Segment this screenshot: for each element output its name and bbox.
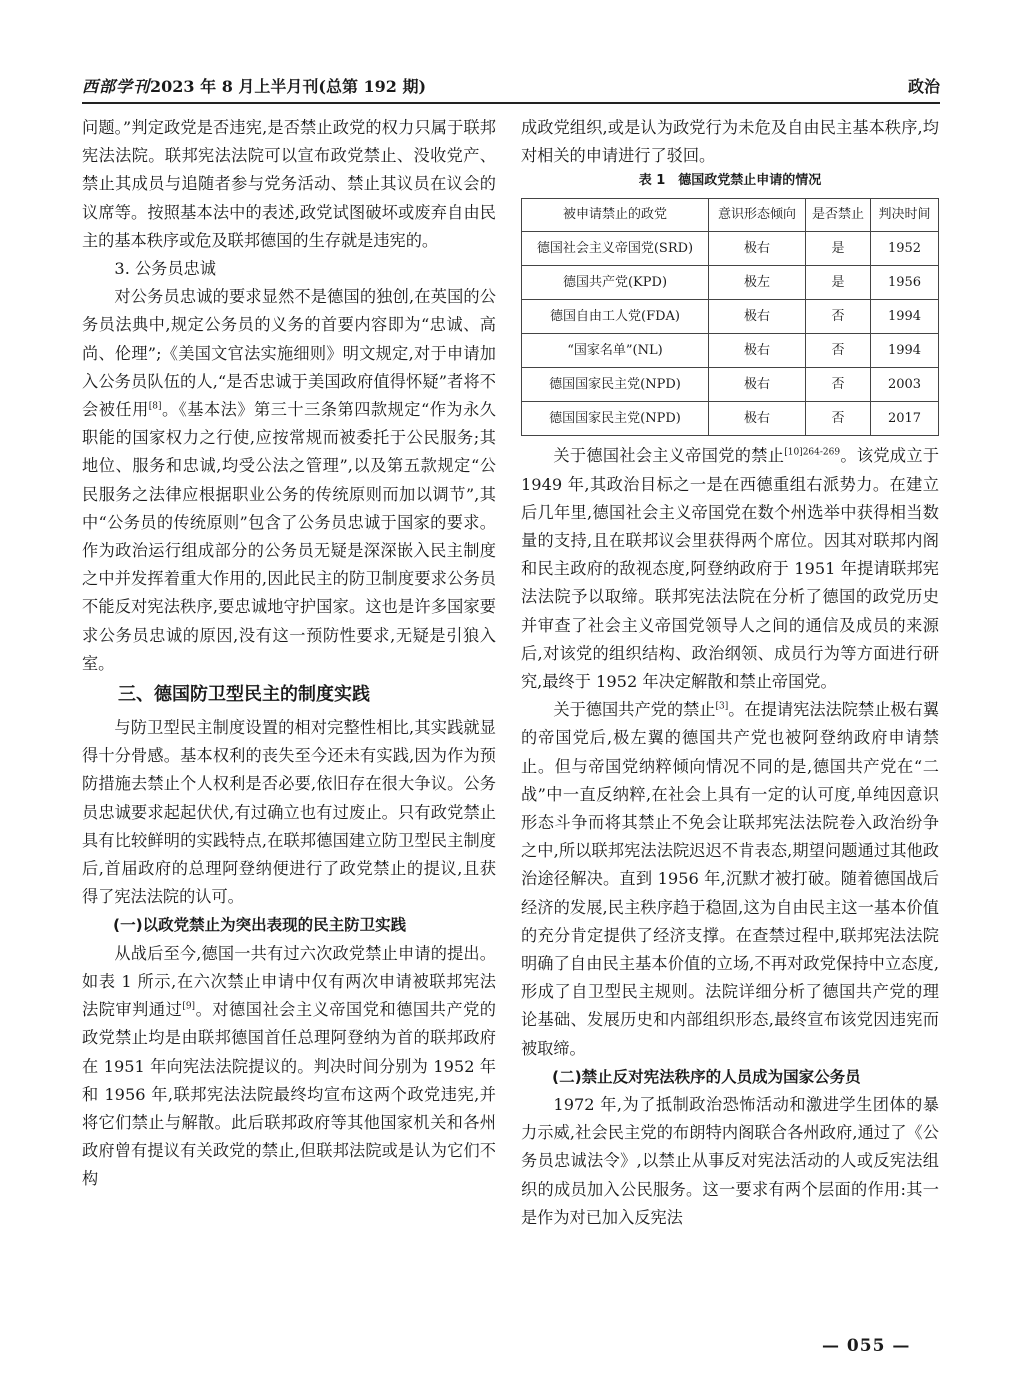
table-cell: 极右 (709, 402, 806, 436)
table-cell: 否 (806, 402, 871, 436)
citation: [10]264-269 (784, 448, 841, 459)
table-cell: 2003 (871, 368, 939, 402)
subsection-heading: (二)禁止反对宪法秩序的人员成为国家公务员 (552, 1067, 861, 1086)
paragraph (521, 442, 939, 696)
table-cell: 德国共产党(KPD) (522, 266, 709, 300)
table-caption: 表 1 德国政党禁止申请的情况 (638, 173, 822, 189)
table-cell: 2017 (871, 402, 939, 436)
paragraph: 1972 年,为了抵制政治恐怖活动和激进学生团体的暴力示威,社会民主党的布朗特内阁联合各州政府,通过了《公务员忠诚法令》,以禁止从事反对宪法活动的人或反宪法组织的成员加入公民服务。这一要求有两个层面的作用:其一是作为对已加入反宪法 (521, 1095, 939, 1227)
paragraph-text: 关于德国共产党的禁止 (553, 700, 716, 720)
citation: [3] (715, 701, 729, 712)
table-cell: 极左 (709, 266, 806, 300)
table-row (522, 368, 939, 402)
table-cell: 1994 (871, 300, 939, 334)
left-column (82, 114, 496, 1194)
table-row (522, 334, 939, 368)
paragraph: 成政党组织,或是认为政党行为未危及自由民主基本秩序,均对相关的申请进行了驳回。 (521, 118, 939, 166)
journal-issue (82, 74, 426, 97)
paragraph: 问题。”判定政党是否违宪,是否禁止政党的权力只属于联邦宪法法院。联邦宪法法院可以宣布政党禁止、没收党产、禁止其成员与追随者参与党务活动、禁止其议员在议会的议席等。按照基本法中的表述,政党试图破坏或废弃自由民主的基本秩序或危及联邦德国的生存就是违宪的。 (82, 118, 496, 250)
table-row (522, 266, 939, 300)
table-row (522, 300, 939, 334)
issue-info: 2023 年 8 月上半月刊(总第 192 期) (150, 77, 427, 96)
paragraph: 与防卫型民主制度设置的相对完整性相比,其实践就显得十分骨感。基本权利的丧失至今还未有实践,因为作为预防措施去禁止个人权利是否必要,依旧存在很大争议。公务员忠诚要求起起伏伏,有过确立也有过废止。只有政党禁止具有比较鲜明的实践特点,在联邦德国建立防卫型民主制度后,首届政府的总理阿登纳便进行了政党禁止的提议,且获得了宪法法院的认可。 (82, 718, 496, 907)
paragraph-text: 。该党成立于 1949 年,其政治目标之一是在西德重组右派势力。在建立后几年里,德国社会主义帝国党在数个州选举中获得相当数量的支持,且在联邦议会里获得两个席位。因其对联邦内阁和民主政府的敌视态度,阿登纳政府于 1951 年提请联邦宪法法院予以取缔。联邦宪法法院在分析了德国的政党历史并审查了社会主义帝国党领导人之间的通信及成员的来源后,对该党的组织结构、政治纲领、成员行为等方面进行研究,最终于 1952 年决定解散和禁止帝国党。 (521, 446, 940, 692)
paragraph (521, 696, 939, 1063)
table-cell: 极右 (709, 368, 806, 402)
table-header-cell: 是否禁止 (806, 199, 871, 232)
paragraph-text: 对公务员忠诚的要求显然不是德国的独创,在英国的公务员法典中,规定公务员的义务的首要内容即为“忠诚、高尚、伦理”;《美国文官法实施细则》明文规定,对于申请加入公务员队伍的人,“是否忠诚于美国政府值得怀疑”者将不会被任用 (82, 287, 496, 420)
table-row (522, 232, 939, 266)
citation: [9] (182, 1001, 196, 1012)
table-cell: 1952 (871, 232, 939, 266)
paragraph-text: 。在提请宪法法院禁止极右翼的帝国党后,极左翼的德国共产党也被阿登纳政府申请禁止。但与帝国党纳粹倾向情况不同的是,德国共产党在“二战”中一直反纳粹,在社会上具有一定的认可度,单纯因意识形态斗争而将其禁止不免会让联邦宪法法院卷入政治纷争之中,所以联邦宪法法院迟迟不肯表态,期望问题通过其他政治途径解决。直到 1956 年,沉默才被打破。随着德国战后经济的发展,民主秩序趋于稳固,这为自由民主这一基本价值的充分肯定提供了经济支撑。在查禁过程中,联邦宪法法院明确了自由民主基本价值的立场,不再对政党保持中立态度,形成了自卫型民主规则。法院详细分析了德国共产党的理论基础、发展历史和内部组织形态,最终宣布该党因违宪而被取缔。 (521, 700, 940, 1058)
header-rule (82, 102, 940, 104)
journal-logo: 西部学刊 (82, 77, 151, 96)
table-row (522, 402, 939, 436)
table-cell: 否 (806, 300, 871, 334)
page-number: — 055 — (822, 1336, 911, 1356)
table-cell: 极右 (709, 300, 806, 334)
paragraph (82, 283, 496, 678)
table-header-cell: 被申请禁止的政党 (522, 199, 709, 232)
table-cell: 1956 (871, 266, 939, 300)
subsection-heading: (一)以政党禁止为突出表现的民主防卫实践 (113, 916, 407, 935)
table-header-row (522, 199, 939, 232)
paragraph-text: 。《基本法》第三十三条第四款规定“作为永久职能的国家权力之行使,应按常规而被委托于公民服务;其地位、服务和忠诚,均受公法之管理”,以及第五款规定“公民服务之法律应根据职业公务的传统原则而加以调节”,其中“公务员的传统原则”包含了公务员忠诚于国家的要求。作为政治运行组成部分的公务员无疑是深深嵌入民主制度之中并发挥着重大作用的,因此民主的防卫制度要求公务员不能反对宪法秩序,要忠诚地守护国家。这也是许多国家要求公务员忠诚的原因,没有这一预防性要求,无疑是引狼入室。 (82, 400, 496, 673)
paragraph-text: 。对德国社会主义帝国党和德国共产党的政党禁止均是由联邦德国首任总理阿登纳为首的联邦政府在 1951 年向宪法法院提议的。判决时间分别为 1952 年和 1956 年,联邦宪法法院最终均宣布这两个政党违宪,并将它们禁止与解散。此后联邦政府等其他国家机关和各州政府曾有提议有关政党的禁止,但联邦法院或是认为它们不构 (82, 1000, 496, 1189)
table-header-cell: 意识形态倾向 (709, 199, 806, 232)
table-cell: 否 (806, 368, 871, 402)
party-ban-table (521, 198, 939, 436)
table-cell: “国家名单”(NL) (522, 334, 709, 368)
paragraph (82, 940, 496, 1194)
table-cell: 德国国家民主党(NPD) (522, 402, 709, 436)
section-name: 政治 (907, 77, 940, 96)
right-column (521, 114, 939, 1232)
table-cell: 极右 (709, 232, 806, 266)
table-cell: 否 (806, 334, 871, 368)
table-cell: 德国国家民主党(NPD) (522, 368, 709, 402)
running-header (82, 74, 940, 98)
table-cell: 1994 (871, 334, 939, 368)
table-cell: 德国社会主义帝国党(SRD) (522, 232, 709, 266)
table-cell: 极右 (709, 334, 806, 368)
table-header-cell: 判决时间 (871, 199, 939, 232)
table-cell: 是 (806, 266, 871, 300)
section-heading: 三、德国防卫型民主的制度实践 (118, 684, 370, 706)
table-cell: 是 (806, 232, 871, 266)
table-cell: 德国自由工人党(FDA) (522, 300, 709, 334)
citation: [8] (148, 401, 162, 412)
paragraph-text: 从战后至今,德国一共有过六次政党禁止申请的提出。如表 1 所示,在六次禁止申请中仅有两次申请被联邦宪法法院审判通过 (82, 943, 496, 1020)
subsection-heading: 3. 公务员忠诚 (114, 259, 216, 279)
paragraph-text: 关于德国社会主义帝国党的禁止 (553, 446, 785, 466)
